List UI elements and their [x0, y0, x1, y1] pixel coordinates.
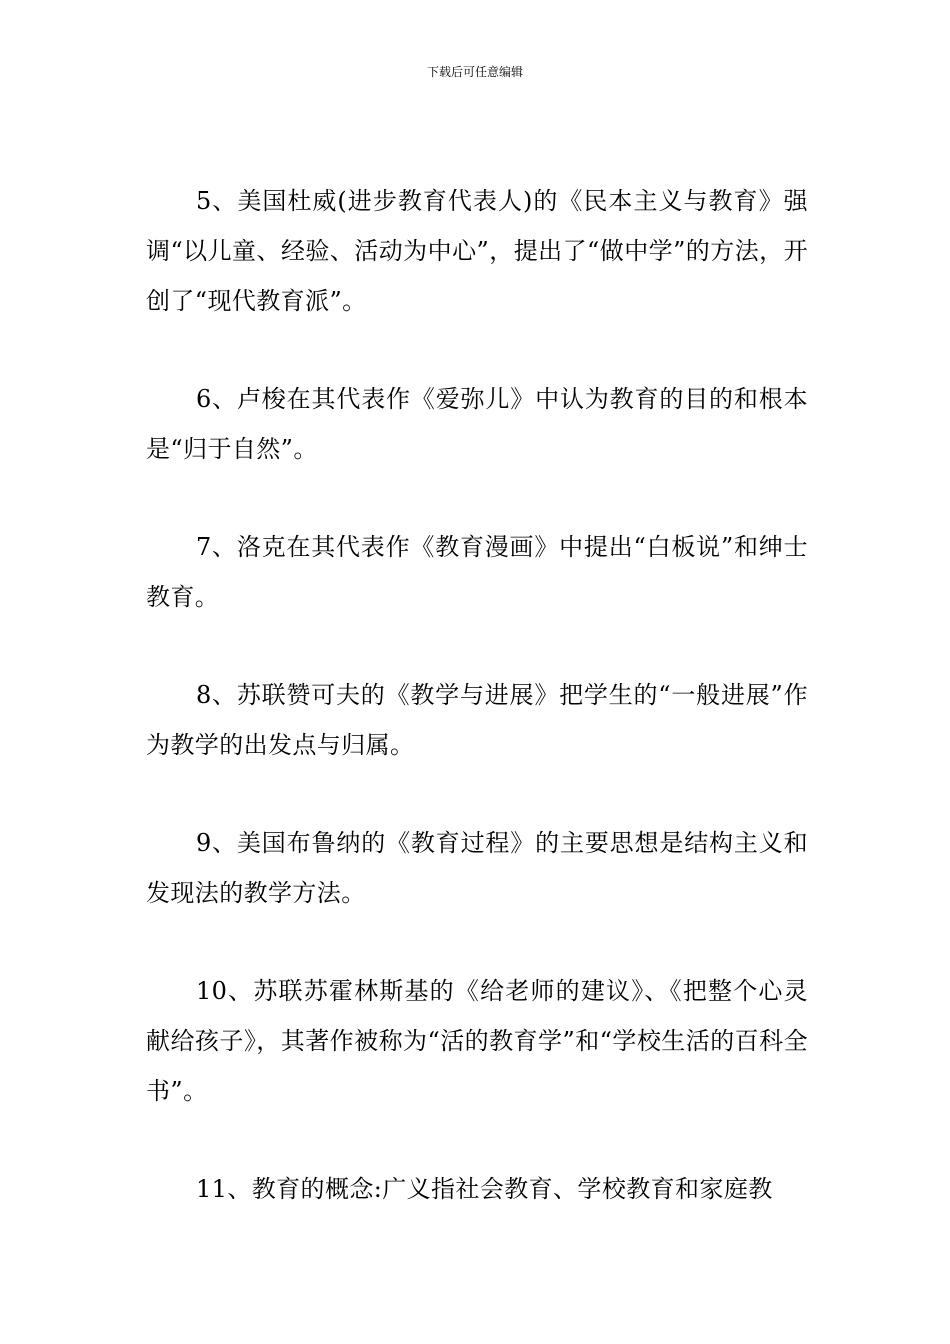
paragraph-5: 5、美国杜威(进步教育代表人)的《民本主义与教育》强调“以儿童、经验、活动为中心”，提出了“做中学”的方法，开创了“现代教育派”。 — [146, 187, 808, 315]
document-body — [146, 176, 808, 1262]
paragraph-9: 9、美国布鲁纳的《教育过程》的主要思想是结构主义和发现法的教学方法。 — [146, 829, 808, 907]
paragraph-6: 6、卢梭在其代表作《爱弥儿》中认为教育的目的和根本是“归于自然”。 — [146, 385, 808, 463]
paragraph-7: 7、洛克在其代表作《教育漫画》中提出“白板说”和绅士教育。 — [146, 533, 808, 611]
paragraph-8: 8、苏联赞可夫的《教学与进展》把学生的“一般进展”作为教学的出发点与归属。 — [146, 681, 808, 759]
paragraph-11: 11、教育的概念:广义指社会教育、学校教育和家庭教 — [196, 1175, 773, 1203]
paragraph-10: 10、苏联苏霍林斯基的《给老师的建议》、《把整个心灵献给孩子》，其著作被称为“活的教育学”和“学校生活的百科全书”。 — [146, 977, 808, 1105]
page-header: 下载后可任意编辑 — [426, 65, 523, 79]
